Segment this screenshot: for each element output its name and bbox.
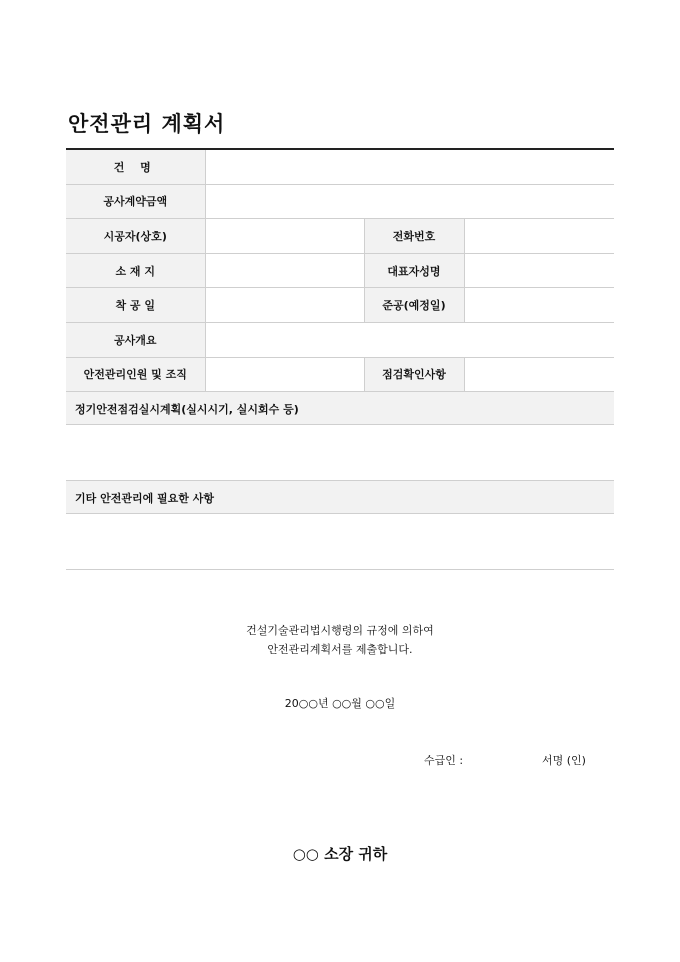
contractor-label: 시공자(상호)	[66, 219, 205, 254]
statement-line-2: 안전관리계획서를 제출합니다.	[267, 643, 413, 656]
phone-number-label: 전화번호	[364, 219, 464, 254]
form-row-start-date	[66, 288, 614, 323]
form-row-safety-staff	[66, 357, 614, 392]
completion-date-field[interactable]	[464, 288, 614, 323]
form-row-contractor	[66, 219, 614, 254]
statement-line-1: 건설기술관리법시행령의 규정에 의하여	[246, 624, 434, 637]
other-safety-content-field[interactable]	[66, 514, 614, 570]
signature-label: 서명 (인)	[542, 754, 586, 767]
phone-number-field[interactable]	[464, 219, 614, 254]
other-safety-section-heading	[66, 480, 614, 514]
representative-name-field[interactable]	[464, 253, 614, 288]
form-row-location	[66, 253, 614, 288]
submission-date: 20○○년 ○○월 ○○일	[284, 697, 396, 710]
contract-amount-field[interactable]	[205, 184, 614, 219]
representative-name-label: 대표자성명	[364, 253, 464, 288]
contractor-field[interactable]	[205, 219, 364, 254]
regular-inspection-heading-text: 정기안전점검실시계획(실시시기, 실시회수 등)	[75, 403, 299, 416]
project-name-label: 건 명	[66, 149, 205, 184]
other-safety-heading-text: 기타 안전관리에 필요한 사항	[75, 492, 214, 505]
inspection-items-field[interactable]	[464, 357, 614, 392]
application-form-table	[66, 148, 614, 392]
safety-staff-label: 안전관리인원 및 조직	[66, 357, 205, 392]
form-row-contract-amount	[66, 184, 614, 219]
form-row-overview	[66, 322, 614, 357]
inspection-items-label: 점검확인사항	[364, 357, 464, 392]
recipient-label: 수급인 :	[424, 754, 464, 767]
project-overview-label: 공사개요	[66, 322, 205, 357]
safety-staff-field[interactable]	[205, 357, 364, 392]
completion-date-label: 준공(예정일)	[364, 288, 464, 323]
start-date-label: 착 공 일	[66, 288, 205, 323]
regular-inspection-content-field[interactable]	[66, 425, 614, 481]
addressee: ○○ 소장 귀하	[292, 845, 388, 863]
location-label: 소 재 지	[66, 253, 205, 288]
project-name-field[interactable]	[205, 149, 614, 184]
document-title: 안전관리 계획서	[68, 112, 226, 136]
start-date-field[interactable]	[205, 288, 364, 323]
location-field[interactable]	[205, 253, 364, 288]
regular-inspection-section-heading	[66, 391, 614, 425]
contract-amount-label: 공사계약금액	[66, 184, 205, 219]
form-row-project-name	[66, 149, 614, 184]
project-overview-field[interactable]	[205, 322, 614, 357]
